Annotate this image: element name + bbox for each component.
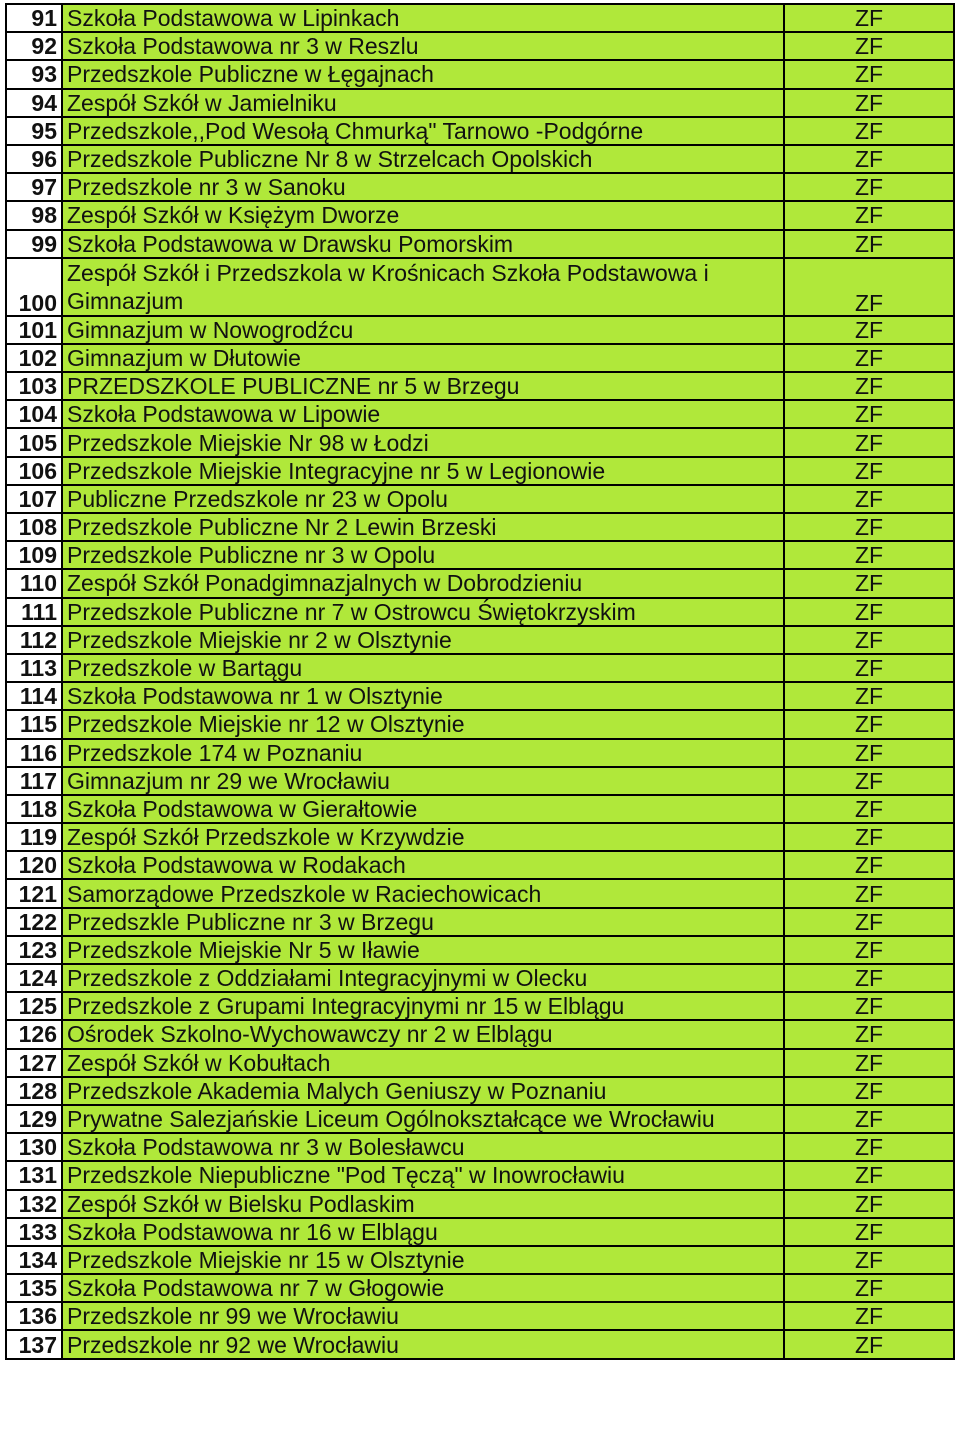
category-code: ZF [784,1049,954,1077]
table-row [6,626,954,654]
table-row [6,1133,954,1161]
institution-name: Przedszkole z Oddziałami Integracyjnymi w Olecku [62,964,784,992]
category-code: ZF [784,879,954,907]
institution-name: Przedszkole w Bartągu [62,654,784,682]
institution-name: Przedszkole nr 99 we Wrocławiu [62,1302,784,1330]
category-code: ZF [784,32,954,60]
category-code: ZF [784,316,954,344]
category-code: ZF [784,457,954,485]
category-code: ZF [784,89,954,117]
table-row [6,4,954,32]
institution-name: Przedszkole Miejskie Nr 5 w Iławie [62,936,784,964]
category-code: ZF [784,372,954,400]
institution-name: Szkoła Podstawowa nr 7 w Głogowie [62,1274,784,1302]
institution-name: Zespół Szkół Ponadgimnazjalnych w Dobrodzieniu [62,569,784,597]
institution-name: Szkoła Podstawowa w Lipinkach [62,4,784,32]
category-code: ZF [784,795,954,823]
institution-name: Przedszkole Miejskie nr 15 w Olsztynie [62,1246,784,1274]
table-row [6,230,954,258]
category-code: ZF [784,767,954,795]
institution-name: Przedszkole nr 92 we Wrocławiu [62,1330,784,1358]
table-row [6,964,954,992]
institution-name: Przedszkole 174 w Poznaniu [62,739,784,767]
row-number: 115 [6,710,62,738]
row-number: 99 [6,230,62,258]
table-row [6,767,954,795]
table-row [6,1246,954,1274]
row-number: 124 [6,964,62,992]
row-number: 110 [6,569,62,597]
table-row [6,908,954,936]
table-row [6,201,954,229]
table-row [6,1330,954,1358]
institution-name: Przedszkole nr 3 w Sanoku [62,173,784,201]
category-code: ZF [784,201,954,229]
category-code: ZF [784,1077,954,1105]
category-code: ZF [784,1105,954,1133]
institution-name: Szkoła Podstawowa w Lipowie [62,400,784,428]
institution-name: Przedszkole Publiczne w Łęgajnach [62,60,784,88]
category-code: ZF [784,1330,954,1358]
row-number: 105 [6,428,62,456]
row-number: 118 [6,795,62,823]
row-number: 113 [6,654,62,682]
row-number: 101 [6,316,62,344]
row-number: 91 [6,4,62,32]
row-number: 116 [6,739,62,767]
category-code: ZF [784,258,954,316]
table-row [6,879,954,907]
category-code: ZF [784,964,954,992]
institution-name: Ośrodek Szkolno-Wychowawczy nr 2 w Elblągu [62,1020,784,1048]
category-code: ZF [784,230,954,258]
category-code: ZF [784,4,954,32]
table-row [6,823,954,851]
table-row [6,795,954,823]
row-number: 136 [6,1302,62,1330]
row-number: 112 [6,626,62,654]
institution-name: Przedszkole Publiczne nr 3 w Opolu [62,541,784,569]
row-number: 96 [6,145,62,173]
table-row [6,32,954,60]
row-number: 102 [6,344,62,372]
row-number: 107 [6,485,62,513]
institution-name: Zespół Szkół Przedszkole w Krzywdzie [62,823,784,851]
row-number: 104 [6,400,62,428]
row-number: 122 [6,908,62,936]
category-code: ZF [784,145,954,173]
institution-name: Gimnazjum w Nowogrodźcu [62,316,784,344]
category-code: ZF [784,992,954,1020]
row-number: 135 [6,1274,62,1302]
row-number: 93 [6,60,62,88]
category-code: ZF [784,569,954,597]
row-number: 103 [6,372,62,400]
row-number: 127 [6,1049,62,1077]
category-code: ZF [784,598,954,626]
table-row [6,513,954,541]
row-number: 132 [6,1190,62,1218]
table-row [6,541,954,569]
row-number: 130 [6,1133,62,1161]
table-row [6,654,954,682]
table-row [6,936,954,964]
institution-name: Gimnazjum w Dłutowie [62,344,784,372]
row-number: 129 [6,1105,62,1133]
table-row [6,1190,954,1218]
institution-name: Przedszkole Miejskie nr 12 w Olsztynie [62,710,784,738]
institution-name: Gimnazjum nr 29 we Wrocławiu [62,767,784,795]
category-code: ZF [784,626,954,654]
institution-name: Zespół Szkół w Kobułtach [62,1049,784,1077]
institution-name: Przedszkole Publiczne nr 7 w Ostrowcu Świętokrzyskim [62,598,784,626]
institution-name: Szkoła Podstawowa nr 16 w Elblągu [62,1218,784,1246]
category-code: ZF [784,1133,954,1161]
row-number: 125 [6,992,62,1020]
row-number: 128 [6,1077,62,1105]
row-number: 119 [6,823,62,851]
category-code: ZF [784,936,954,964]
schools-table [5,3,955,1360]
row-number: 98 [6,201,62,229]
institution-name: Przedszkole z Grupami Integracyjnymi nr 15 w Elblągu [62,992,784,1020]
institution-name: Przedszkole Niepubliczne "Pod Tęczą" w Inowrocławiu [62,1161,784,1189]
institution-name: Zespół Szkół w Bielsku Podlaskim [62,1190,784,1218]
category-code: ZF [784,344,954,372]
table-row [6,1161,954,1189]
institution-name: Publiczne Przedszkole nr 23 w Opolu [62,485,784,513]
category-code: ZF [784,1190,954,1218]
row-number: 117 [6,767,62,795]
institution-name: Prywatne Salezjańskie Liceum Ogólnokształcące we Wrocławiu [62,1105,784,1133]
category-code: ZF [784,1218,954,1246]
table-row [6,145,954,173]
category-code: ZF [784,541,954,569]
institution-name: Szkoła Podstawowa nr 1 w Olsztynie [62,682,784,710]
table-row [6,1077,954,1105]
category-code: ZF [784,117,954,145]
institution-name: Przedszkole Publiczne Nr 2 Lewin Brzeski [62,513,784,541]
institution-name: Samorządowe Przedszkole w Raciechowicach [62,879,784,907]
table-row [6,851,954,879]
institution-name: Przedszkole Miejskie nr 2 w Olsztynie [62,626,784,654]
category-code: ZF [784,1020,954,1048]
category-code: ZF [784,1161,954,1189]
row-number: 97 [6,173,62,201]
table-row [6,992,954,1020]
category-code: ZF [784,851,954,879]
row-number: 114 [6,682,62,710]
institution-name: Zespół Szkół w Księżym Dworze [62,201,784,229]
table-row [6,117,954,145]
category-code: ZF [784,485,954,513]
table-row [6,485,954,513]
institution-name: Szkoła Podstawowa w Rodakach [62,851,784,879]
row-number: 100 [6,258,62,316]
table-row [6,60,954,88]
table-row [6,569,954,597]
row-number: 95 [6,117,62,145]
table-row [6,1274,954,1302]
row-number: 108 [6,513,62,541]
category-code: ZF [784,710,954,738]
table-row [6,1049,954,1077]
row-number: 126 [6,1020,62,1048]
table-row [6,1020,954,1048]
institution-name: PRZEDSZKOLE PUBLICZNE nr 5 w Brzegu [62,372,784,400]
institution-name: Przedszkole Akademia Malych Geniuszy w Poznaniu [62,1077,784,1105]
category-code: ZF [784,513,954,541]
row-number: 121 [6,879,62,907]
table-row [6,1105,954,1133]
row-number: 123 [6,936,62,964]
row-number: 106 [6,457,62,485]
category-code: ZF [784,1274,954,1302]
category-code: ZF [784,823,954,851]
category-code: ZF [784,60,954,88]
table-row [6,173,954,201]
table-row [6,710,954,738]
row-number: 109 [6,541,62,569]
institution-name: Szkoła Podstawowa nr 3 w Reszlu [62,32,784,60]
institution-name: Zespół Szkół w Jamielniku [62,89,784,117]
table-row [6,344,954,372]
category-code: ZF [784,428,954,456]
table-row [6,89,954,117]
row-number: 137 [6,1330,62,1358]
row-number: 120 [6,851,62,879]
institution-name: Przedszkole Miejskie Integracyjne nr 5 w Legionowie [62,457,784,485]
table-row [6,682,954,710]
table-row [6,739,954,767]
institution-name: Przedszkle Publiczne nr 3 w Brzegu [62,908,784,936]
category-code: ZF [784,1246,954,1274]
row-number: 133 [6,1218,62,1246]
schools-table-body [6,4,954,1359]
institution-name: Przedszkole Miejskie Nr 98 w Łodzi [62,428,784,456]
institution-name: Szkoła Podstawowa nr 3 w Bolesławcu [62,1133,784,1161]
table-row [6,1302,954,1330]
institution-name: Szkoła Podstawowa w Gierałtowie [62,795,784,823]
institution-name: Przedszkole,,Pod Wesołą Chmurką" Tarnowo -Podgórne [62,117,784,145]
table-row [6,457,954,485]
institution-name: Przedszkole Publiczne Nr 8 w Strzelcach Opolskich [62,145,784,173]
category-code: ZF [784,908,954,936]
institution-name: Zespół Szkół i Przedszkola w Krośnicach Szkoła Podstawowa i Gimnazjum [62,258,784,316]
category-code: ZF [784,739,954,767]
table-row [6,400,954,428]
row-number: 134 [6,1246,62,1274]
table-row [6,598,954,626]
category-code: ZF [784,682,954,710]
category-code: ZF [784,400,954,428]
row-number: 92 [6,32,62,60]
category-code: ZF [784,1302,954,1330]
category-code: ZF [784,173,954,201]
table-row [6,316,954,344]
table-row [6,372,954,400]
table-row [6,428,954,456]
row-number: 131 [6,1161,62,1189]
category-code: ZF [784,654,954,682]
institution-name: Szkoła Podstawowa w Drawsku Pomorskim [62,230,784,258]
table-row [6,1218,954,1246]
row-number: 94 [6,89,62,117]
table-row [6,258,954,316]
row-number: 111 [6,598,62,626]
